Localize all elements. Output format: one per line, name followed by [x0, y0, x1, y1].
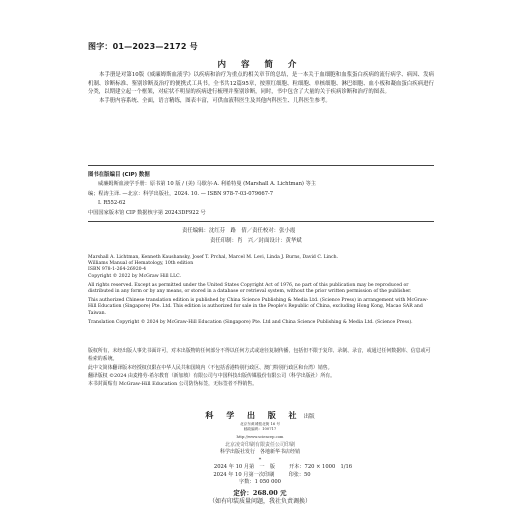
publisher-chu: 出版	[303, 414, 315, 420]
cip-heading: 图书在版编目 (CIP) 数据	[88, 172, 150, 178]
publisher-name: 科 学 出 版 社	[205, 410, 302, 420]
publisher-block	[0, 403, 520, 464]
intro-section	[88, 71, 434, 105]
rights-paragraph: 此中文简体翻译版本经授权仅限在中华人民共和国境内（不包括香港特别行政区、澳门特别行政区和台湾）销售。	[88, 364, 333, 371]
staff-row	[210, 237, 302, 246]
cip-line: Ⅰ. R552-62	[98, 200, 126, 207]
intro-paragraph: 本手册是对第10版《威廉姆斯血液学》以疾病和治疗为重点的相关章节的总结，是一本关于血细胞和血浆蛋白疾病的流行病学、病因、发病机制、诊断标准、鉴别诊断及治疗的便携式工具书。全书共12篇95章，按照红细胞、粒细胞、单核细胞、淋巴细胞、血小板和凝血蛋白疾病进行分类，以期建立起一个框架，对症状不明显的疾病进行梳理并鉴别诊断，同时，书中包含了大量的关于疾病诊断和治疗的图表。	[88, 72, 434, 96]
rights-paragraph: 本书封面贴有 McGraw-Hill Education 公司防伪标签，无标签者不得销售。	[88, 381, 258, 388]
word-count: 字数：1 050 000	[239, 479, 281, 486]
intro-paragraph: 本手册内容系统、全面，语言精练，图表丰富，可供血液科医生及其他内科医生、儿科医生参考。	[99, 97, 331, 104]
design-value: 黄华斌	[285, 238, 302, 244]
staff-row	[182, 227, 295, 236]
first-edition: 2024 年 10 月第 一 版	[213, 464, 275, 470]
distribution: 科学出版社发行 各地新华书店经销	[219, 449, 300, 456]
publisher-postcode: 邮政编码：100717	[243, 427, 277, 431]
publisher-website: http://www.sciencep.com	[236, 435, 284, 439]
cip-line: 中国国家版本馆 CIP 数据核字第 20243DF922 号	[88, 209, 206, 216]
english-paragraph: All rights reserved. Except as permitted under the United States Copyright Act of 1976, no part of this publication may be reproduced or distributed in any form or by any means, or stored in a database or retrieval system, without the prior written permission of the publisher.	[88, 282, 412, 295]
english-paragraph: Translation Copyright © 2024 by McGraw-Hill Education (Singapore) Pte. Ltd and China Science Publishing & Media Ltd. (Science Press).	[88, 319, 413, 325]
cip-line: 编；程涛主译. —北京：科学出版社，2024. 10. — ISBN 978-7-03-079667-7	[88, 190, 274, 197]
print-value: 肖 兴	[236, 238, 254, 244]
registration-number: 图字：01—2023—2172 号	[88, 42, 198, 51]
english-paragraph: Marshall A. Lichtman, Kenneth Kaushansky, Josef T. Prchal, Marcel M. Levi, Linda J. Burns, David C. Linch. Williams Manual of Hematology, 10th edition ISBN 978-1-264-26920-4 Copyright © 2022 by McGraw Hill LLC.	[88, 255, 339, 279]
editor-label: 责任编辑：	[182, 228, 209, 234]
editor-value: 沈红芬 路 倩	[208, 228, 247, 234]
separator-star: *	[258, 456, 262, 463]
format: 开本：720 × 1000 1/16	[288, 464, 353, 470]
cip-line: 威廉姆斯血液学手册：原书第 10 版 / (美) 马歇尔·A. 利希特曼 (Marshall A. Lichtman) 等主	[98, 181, 316, 188]
print-label: 责任印制：	[210, 238, 237, 244]
english-paragraph: This authorized Chinese translation edition is published by China Science Publishing & Media Ltd. (Science Press) in arrangement with McGraw-Hill Education (Singapore) Pte. Ltd. This edition is authorized for sale in the People's Republic of China, excluding Hong Kong, Macao SAR and Taiwan.	[88, 298, 429, 316]
design-label: ／封面设计：	[253, 238, 286, 244]
rights-paragraph: 翻译版权 ©2024 由麦格劳-希尔教育（新加坡）有限公司与中国科技出版传媒股份有限公司（科学出版社）所有。	[88, 372, 336, 379]
rights-paragraph: 版权所有，未经出版人事先书面许可，对本出版物的任何部分不得以任何方式或途径复制传播，包括但不限于复印、录制、录音，或通过任何数据库、信息或可检索的系统。	[88, 348, 431, 363]
proof-value: 张小霞	[279, 228, 296, 234]
cip-section	[88, 171, 434, 218]
proof-label: ／责任校对：	[246, 228, 280, 234]
quality-note: （如有印装质量问题，我社负责调换）	[208, 497, 311, 505]
price: 定价：268.00 元	[233, 489, 287, 497]
edition-info	[0, 464, 520, 487]
sheets: 印张：50	[288, 471, 311, 478]
divider	[88, 221, 434, 222]
publisher-address: 北京东黄城根北街 16 号	[239, 422, 281, 426]
page-title: 内 容 简 介	[217, 60, 303, 70]
divider	[88, 165, 434, 166]
chinese-rights	[88, 347, 434, 388]
english-copyright	[88, 255, 434, 329]
price-block	[0, 490, 520, 505]
printer: 北京凌奇印刷有限责任公司印刷	[224, 442, 295, 448]
first-printing: 2024 年 10 月第一次印刷	[213, 471, 275, 478]
